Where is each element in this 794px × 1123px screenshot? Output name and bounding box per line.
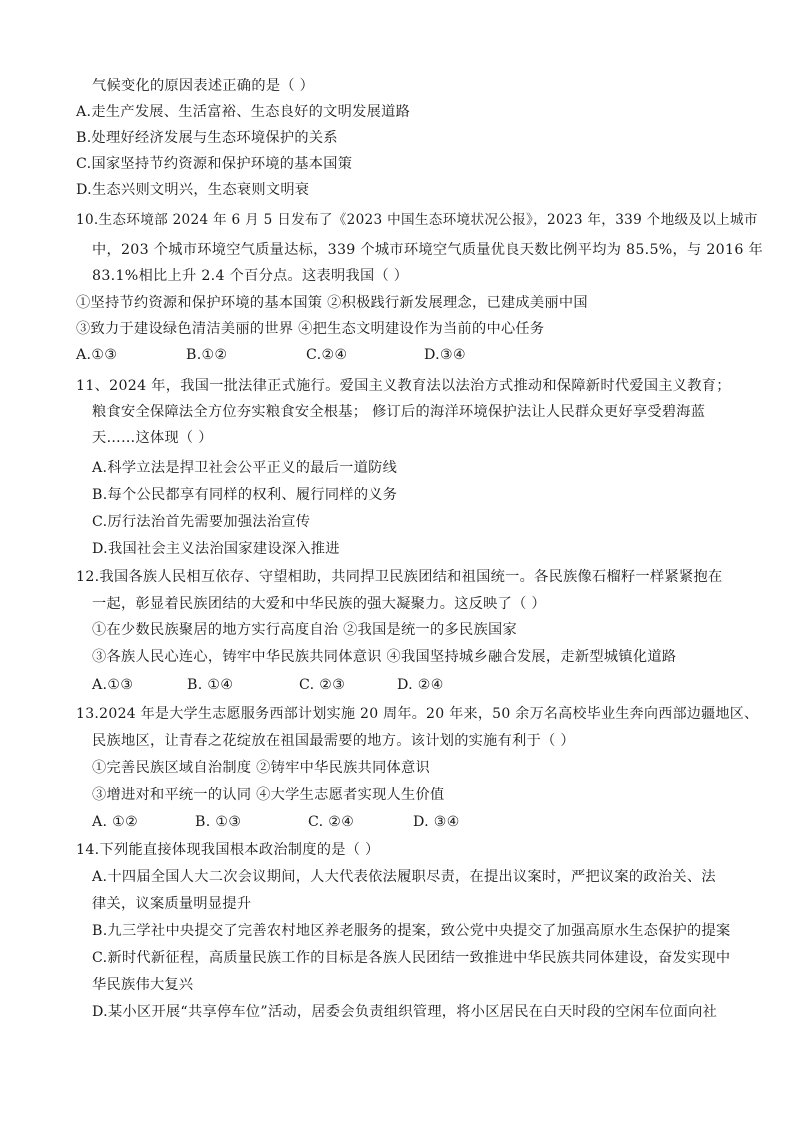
q9-stem-tail: 气候变化的原因表述正确的是（ ） [92, 78, 315, 94]
q12-statements-1: ①在少数民族聚居的地方实行高度自治 ②我国是统一的多民族国家 [92, 622, 517, 638]
q14-option-c-line-1: C.新时代新征程，高质量民族工作的目标是各族人民团结一致推进中华民族共同体建设，奋发实现中 [92, 950, 731, 966]
q11-option-a: A.科学立法是捍卫社会公平正义的最后一道防线 [92, 460, 398, 476]
q12-choice-b: B. ①④ [187, 677, 234, 693]
q10-choice-c: C.②④ [306, 347, 348, 363]
q13-choice-a: A. ①② [92, 814, 139, 830]
q10-choice-b: B.①② [186, 347, 228, 363]
q9-option-a: A.走生产发展、生活富裕、生态良好的文明发展道路 [76, 104, 411, 120]
q13-stem-line-2: 民族地区，让青春之花绽放在祖国最需要的地方。该计划的实施有利于（ ） [92, 733, 575, 749]
q10-stem-line-3: 83.1%相比上升 2.4 个百分点。这表明我国（ ） [92, 268, 409, 284]
q13-statements-1: ①完善民族区域自治制度 ②铸牢中华民族共同体意识 [92, 760, 431, 776]
q9-option-b: B.处理好经济发展与生态环境保护的关系 [76, 130, 338, 146]
q11-option-b: B.每个公民都享有同样的权利、履行同样的义务 [92, 487, 398, 503]
q11-option-c: C.厉行法治首先需要加强法治宣传 [92, 514, 311, 530]
q13-choices [92, 809, 460, 835]
q12-choice-a: A.①③ [92, 677, 134, 693]
q13-choice-b: B. ①③ [195, 814, 242, 830]
q10-choice-d: D.③④ [424, 347, 467, 363]
q11-stem-line-2: 粮食安全保障法全方位夯实粮食安全根基； 修订后的海洋环境保护法让人民群众更好享受碧海蓝 [92, 404, 706, 420]
q14-option-a-line-1: A.十四届全国人大二次会议期间，人大代表依法履职尽责，在提出议案时，严把议案的政治关、法 [92, 869, 716, 885]
q12-choice-c: C. ②③ [299, 677, 346, 693]
q9-option-c: C.国家坚持节约资源和保护环境的基本国策 [76, 156, 353, 172]
q12-stem-line-1: 12.我国各族人民相互依存、守望相助，共同捍卫民族团结和祖国统一。各民族像石榴籽一样紧紧抱在 [76, 569, 723, 585]
q14-option-d: D.某小区开展“共享停车位”活动，居委会负责组织管理，将小区居民在白天时段的空闲车位面向社 [92, 1004, 718, 1020]
q10-stem-line-2: 中，203 个城市环境空气质量达标，339 个城市环境空气质量优良天数比例平均为 85.5%，与 2016 年 [92, 242, 763, 258]
q14-option-a-line-2: 律关，议案质量明显提升 [92, 896, 252, 912]
q10-statements-1: ①坚持节约资源和保护环境的基本国策 ②积极践行新发展理念，已建成美丽中国 [76, 295, 588, 311]
q10-choice-a: A.①③ [76, 347, 118, 363]
q13-statements-2: ③增进对和平统一的认同 ④大学生志愿者实现人生价值 [92, 787, 445, 803]
q12-stem-line-2: 一起，彰显着民族团结的大爱和中华民族的强大凝聚力。这反映了（ ） [92, 596, 546, 612]
q10-statements-2: ③致力于建设绿色清洁美丽的世界 ④把生态文明建设作为当前的中心任务 [76, 321, 545, 337]
q13-stem-line-1: 13.2024 年是大学生志愿服务西部计划实施 20 周年。20 年来，50 余万名高校毕业生奔向西部边疆地区、 [76, 706, 759, 722]
q11-stem-line-3: 天……这体现（ ） [92, 430, 213, 446]
q13-choice-d: D. ③④ [413, 814, 460, 830]
q13-choice-c: C. ②④ [308, 814, 355, 830]
q12-choice-d: D. ②④ [397, 677, 444, 693]
q14-option-c-line-2: 华民族伟大复兴 [92, 977, 194, 993]
q14-option-b: B.九三学社中央提交了完善农村地区养老服务的提案，致公党中央提交了加强高原水生态保护的提案 [92, 923, 731, 939]
q11-option-d: D.我国社会主义法治国家建设深入推进 [92, 541, 340, 557]
q14-stem: 14.下列能直接体现我国根本政治制度的是（ ） [76, 842, 380, 858]
q12-choices [92, 672, 444, 698]
q11-stem-line-1: 11、2024 年，我国一批法律正式施行。爱国主义教育法以法治方式推动和保障新时代爱国主义教育； [76, 378, 731, 394]
q9-option-d: D.生态兴则文明兴，生态衰则文明衰 [76, 182, 310, 198]
q12-statements-2: ③各族人民心连心，铸牢中华民族共同体意识 ④我国坚持城乡融合发展，走新型城镇化道路 [92, 649, 677, 665]
q10-stem-line-1: 10.生态环境部 2024 年 6 月 5 日发布了《2023 中国生态环境状况公报》，2023 年，339 个地级及以上城市 [76, 212, 758, 228]
q10-choices [76, 342, 466, 368]
